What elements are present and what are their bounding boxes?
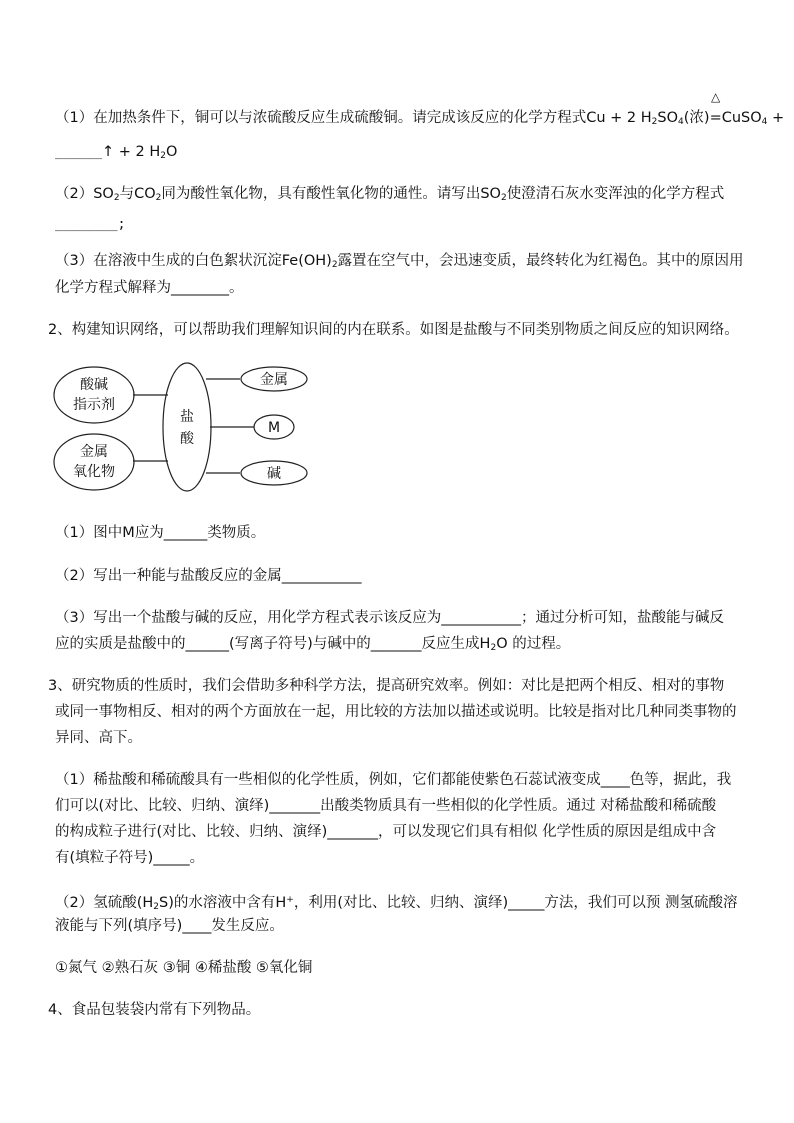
label-center-2: 酸 <box>180 431 194 447</box>
q3-part2-line1: （2）氢硫酸$(H_2S)$的水溶液中含有H+，利用(对比、比较、归纳、演绎)_____方法，我们可以预 测氢硫酸溶 <box>55 895 738 912</box>
label-metal: 金属 <box>260 372 288 388</box>
label-base: 碱 <box>267 466 281 482</box>
label-acid-base-1: 酸碱 <box>80 377 108 393</box>
q1-part2-line2: ________; <box>55 217 126 232</box>
node-acid-base-indicator <box>54 367 134 423</box>
q3-part1-line4: 有(填粒子符号)_____。 <box>55 850 205 866</box>
label-m: M <box>267 420 281 436</box>
knowledge-network-diagram <box>40 355 330 505</box>
q1-part3-line2: 化学方程式解释为________。 <box>55 280 244 296</box>
node-metal-oxide <box>54 434 134 490</box>
label-center-1: 盐 <box>180 409 194 425</box>
heating-equals-sign: △ = <box>709 90 722 126</box>
q3-part1-line2: 们可以(对比、比较、归纳、演绎)_______出酸类物质具有一些相似的化学性质。通过 对稀盐酸和稀硫酸 <box>55 798 717 814</box>
label-metal-oxide-1: 金属 <box>80 444 108 460</box>
delta-symbol: △ <box>711 90 721 104</box>
q2-sub3-line1: （3）写出一个盐酸与碱的反应，用化学方程式表示该反应为___________；通过分析可知，盐酸能与碱反 <box>55 610 724 626</box>
q2-sub2: （2）写出一种能与盐酸反应的金属___________ <box>55 568 362 584</box>
q3-part1-line1: （1）稀盐酸和稀硫酸具有一些相似的化学性质，例如，它们都能使紫色石蕊试液变成____色等，据此，我 <box>55 772 732 788</box>
q3-part1-line3: 的构成粒子进行(对比、比较、归纳、演绎)_______，可以发现它们具有相似 化学性质的原因是组成中含 <box>55 824 717 840</box>
q2-intro: 2、构建知识网络，可以帮助我们理解知识间的内在联系。如图是盐酸与不同类别物质之间反应的知识网络。 <box>48 322 739 338</box>
q3-intro-line1: 3、研究物质的性质时，我们会借助多种科学方法，提高研究效率。例如：对比是把两个相反、相对的事物 <box>48 678 725 694</box>
q1-part1-line2: ______↑ + 2 $H_2O$ <box>55 144 178 161</box>
q1-part3-line1: （3）在溶液中生成的白色絮状沉淀$Fe(OH)_2$露置在空气中，会迅速变质，最终转化为红褐色。其中的原因用 <box>55 253 744 270</box>
q2-sub1: （1）图中M应为______类物质。 <box>55 525 266 541</box>
q1-part1-line1: （1）在加热条件下，铜可以与浓硫酸反应生成硫酸铜。请完成该反应的化学方程式Cu + 2 $H_2SO_4$(浓) △ =CuSO$_4$ + <box>55 104 745 136</box>
q3-part2-line2: 液能与下列(填序号)____发生反应。 <box>55 918 284 934</box>
node-hydrochloric-acid <box>163 363 211 491</box>
q3-intro-line2: 或同一事物相反、相对的两个方面放在一起，用比较的方法加以描述或说明。比较是指对比几种同类事物的 <box>55 704 737 720</box>
label-metal-oxide-2: 氧化物 <box>73 464 115 480</box>
q4-intro: 4、食品包装袋内常有下列物品。 <box>48 1002 261 1018</box>
label-acid-base-2: 指示剂 <box>73 397 115 413</box>
q1-part2-line1: $(2)SO_2$与$CO_2$同为酸性氧化物，具有酸性氧化物的通性。请写出$SO_2$使澄清石灰水变浑浊的化学方程式 <box>55 186 725 203</box>
q2-sub3-line2: 应的实质是盐酸中的______(写离子符号)与碱中的_______反应生成$H_2O$ 的过程。 <box>55 636 571 653</box>
q3-options: ①氮气 ②熟石灰 ③铜 ④稀盐酸 ⑤氧化铜 <box>55 960 313 976</box>
q3-intro-line3: 异同、高下。 <box>55 730 142 746</box>
